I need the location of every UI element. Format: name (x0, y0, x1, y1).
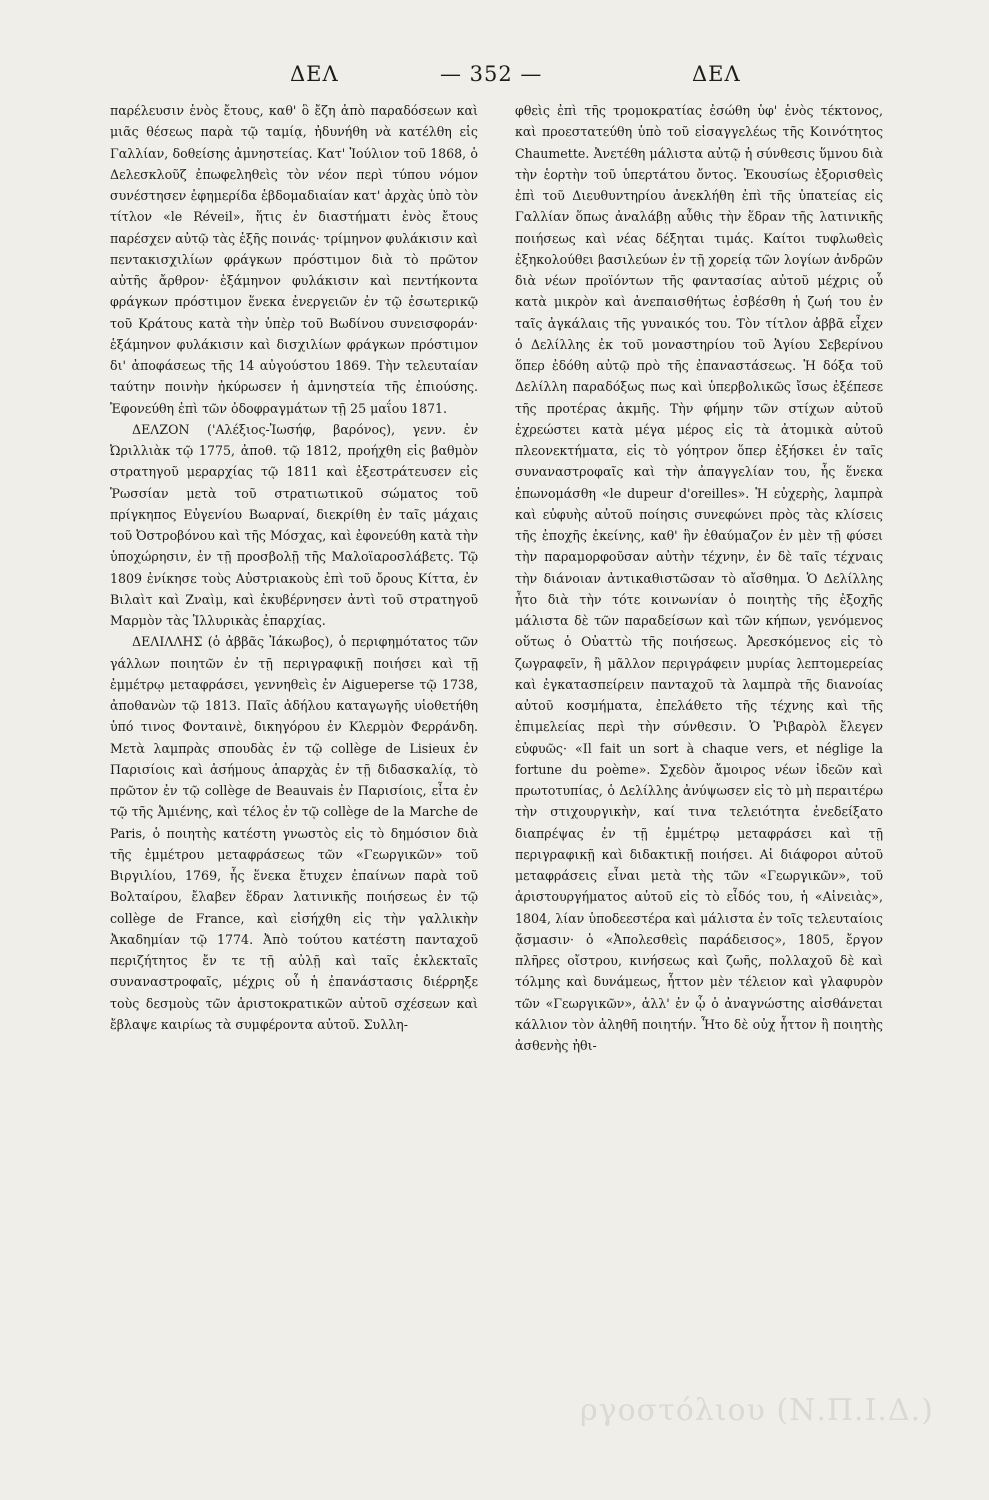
page-number: — 352 — (440, 62, 543, 86)
paragraph-delescluze-continued: παρέλευσιν ἑνὸς ἔτους, καθ' ὃ ἔζη ἀπὸ παραδόσεων καὶ μιᾶς θέσεως παρὰ τῷ ταμίᾳ, ἠδυνήθη νὰ κατέλθη εἰς Γαλλίαν, δοθείσης ἀμνηστείας. Κατ' Ἰούλιον τοῦ 1868, ὁ Δελεσκλοῦζ ἐπωφεληθεὶς τὸν νέον περὶ τύπου νόμον συνέστησεν ἐφημερίδα ἑβδομαδιαίαν κατ' ἀρχὰς ὑπὸ τὸν τίτλον «le Réveil», ἥτις ἐν διαστήματι ἑνὸς ἔτους παρέσχεν αὐτῷ τὰς ἑξῆς ποινάς· τρίμηνον φυλάκισιν καὶ πεντακισχιλίων φράγκων πρόστιμον διὰ τὸ πρῶτον αὐτῆς ἄρθρον· ἑξάμηνον φυλάκισιν καὶ πεντήκοντα φράγκων πρόστιμον ἕνεκα ἐνεργειῶν ἐν τῷ ἐσωτερικῷ τοῦ Κράτους κατὰ τὴν ὑπὲρ τοῦ Βωδίνου συνεισφοράν· ἑξάμηνον φυλάκισιν καὶ δισχιλίων φράγκων πρόστιμον δι' ἀποφάσεως τῆς 14 αὐγούστου 1869. Τὴν τελευταίαν ταύτην ποινὴν ἠκύρωσεν ἡ ἀμνηστεία τῆς ἐπιούσης. Ἐφονεύθη ἐπὶ τῶν ὀδοφραγμάτων τῇ 25 μαΐου 1871. (110, 103, 478, 416)
paragraph-delille-continued: φθεὶς ἐπὶ τῆς τρομοκρατίας ἐσώθη ὑφ' ἑνὸς τέκτονος, καὶ προεστατεύθη ὑπὸ τοῦ εἰσαγγελέως τῆς Κοινότητος Chaumette. Ἀνετέθη μάλιστα αὐτῷ ἡ σύνθεσις ὕμνου διὰ τὴν ἑορτὴν τοῦ ὑπερτάτου ὄντος. Ἑκουσίως ἐξορισθεὶς ἐπὶ τοῦ Διευθυντηρίου ἀνεκλήθη ἐπὶ τῆς ὑπατείας εἰς Γαλλίαν ὅπως ἀναλάβῃ αὖθις τὴν ἕδραν τῆς λατινικῆς ποιήσεως καὶ νέας δέξηται τιμάς. Καίτοι τυφλωθεὶς ἐξηκολούθει βασιλεύων ἐν τῇ χορείᾳ τῶν λογίων ἀνδρῶν διὰ νέων προϊόντων τῆς φαντασίας αὐτοῦ μέχρις οὗ κατὰ μικρὸν καὶ ἀνεπαισθήτως ἐσβέσθη ἡ ζωή του ἐν ταῖς ἀγκάλαις τῆς γυναικός του. Τὸν τίτλον ἀββᾶ εἶχεν ὁ Δελίλλης ἐκ τοῦ μοναστηρίου τοῦ Ἁγίου Σεβερίνου ὅπερ ἐδόθη αὐτῷ πρὸ τῆς ἐπαναστάσεως. Ἡ δόξα τοῦ Δελίλλη παραδόξως πως καὶ ὑπερβολικῶς ἴσως ἐξέπεσε τῆς προτέρας ἀκμῆς. Τὴν φήμην τῶν στίχων αὐτοῦ ἐχρεώστει κατὰ μέγα μέρος εἰς τὰ ἀτομικὰ αὐτοῦ πλεονεκτήματα, εἰς τὸ γόητρον ὅπερ ἐξήσκει ἐν ταῖς συναναστροφαῖς καὶ τὴν ἀπαγγελίαν του, ἧς ἕνεκα ἐπωνομάσθη «le dupeur d'oreilles». Ἡ εὐχερὴς, λαμπρὰ καὶ εὐφυὴς αὐτοῦ ποίησις συνεφώνει πρὸς τὰς κλίσεις τῆς ἐποχῆς ἐκείνης, καθ' ἣν ἐθαύμαζον ἐν μὲν τῇ φύσει τὴν παραμορφοῦσαν αὐτὴν τέχνην, ἐν δὲ ταῖς τέχναις τὴν διάνοιαν ἀντικαθιστῶσαν τὸ αἴσθημα. Ὁ Δελίλλης ἦτο διὰ τὴν τότε κοινωνίαν ὁ ποιητὴς τῆς ἐξοχῆς μάλιστα δὲ τῶν παραδείσων καὶ τῶν κήπων, γενόμενος οὕτως ὁ Οὐαττὼ τῆς ποιήσεως. Ἀρεσκόμενος εἰς τὸ ζωγραφεῖν, ἢ μᾶλλον περιγράφειν μυρίας λεπτομερείας καὶ ἐγκατασπείρειν πανταχοῦ τὰ λαμπρὰ τῆς διανοίας αὐτοῦ κοσμήματα, ἐπελάθετο τῆς τέχνης καὶ τῆς ἐπιμελείας περὶ τὴν σύνθεσιν. Ὁ Ῥιβαρὸλ ἔλεγεν εὐφυῶς· «Il fait un sort à chaque vers, et néglige la fortune du poème». Σχεδὸν ἄμοιρος νέων ἰδεῶν καὶ πρωτοτυπίας, ὁ Δελίλλης ἀνύψωσεν εἰς τὸ μὴ περαιτέρω τὴν στιχουργικὴν, καί τινα τελειότητα ἐνεδείξατο διαπρέψας ἐν τῇ ἐμμέτρῳ μεταφράσει καὶ τῇ περιγραφικῇ καὶ διδακτικῇ ποιήσει. Αἱ διάφοροι αὐτοῦ μεταφράσεις εἶναι μετὰ τὴς τῶν «Γεωργικῶν», τοῦ ἀριστουργήματος αὐτοῦ εἰς τὸ εἶδός του, ἡ «Αἰνειὰς», 1804, λίαν ὑποδεεστέρα καὶ μάλιστα ἐν τοῖς τελευταίοις ᾄσμασιν· ὁ «Ἀπολεσθεὶς παράδεισος», 1805, ἔργον πλῆρες οἴστρου, κινήσεως καὶ ζωῆς, πολλαχοῦ δὲ καὶ τόλμης καὶ δυνάμεως, ἧττον μὲν τέλειον καὶ γλαφυρὸν τῶν «Γεωργικῶν», ἀλλ' ἐν ᾧ ὁ ἀναγνώστης αἰσθάνεται κάλλιον τὸν ἀληθῆ ποιητήν. Ἦτο δὲ οὐχ ἧττον ἢ ποιητὴς ἀσθενὴς ἠθι- (515, 103, 883, 1053)
entry-delille: ΔΕΛΙΛΛΗΣ (ὁ ἀββᾶς Ἰάκωβος), ὁ περιφημότατος τῶν γάλλων ποιητῶν ἐν τῇ περιγραφικῇ ποιήσει καὶ τῇ ἐμμέτρῳ μεταφράσει, γεννηθεὶς ἐν Aigueperse τῷ 1738, ἀποθανὼν τῷ 1813. Παῖς ἀδήλου καταγωγῆς υἱοθετήθη ὑπό τινος Φονταινὲ, δικηγόρου ἐν Κλερμὸν Φερράνδη. Μετὰ λαμπρὰς σπουδὰς ἐν τῷ collège de Lisieux ἐν Παρισίοις καὶ ἀσήμους ἀπαρχὰς ἐν τῇ διδασκαλίᾳ, τὸ πρῶτον ἐν τῷ collège de Beauvais ἐν Παρισίοις, εἶτα ἐν τῷ τῆς Ἀμιένης, καὶ τέλος ἐν τῷ collège de la Marche de Paris, ὁ ποιητὴς κατέστη γνωστὸς εἰς τὸ δημόσιον διὰ τῆς ἐμμέτρου μεταφράσεως τῶν «Γεωργικῶν» τοῦ Βιργιλίου, 1769, ἧς ἕνεκα ἔτυχεν ἐπαίνων παρὰ τοῦ Βολταίρου, ἔλαβεν ἕδραν λατινικῆς ποιήσεως ἐν τῷ collège de France, καὶ εἰσήχθη εἰς τὴν γαλλικὴν Ἀκαδημίαν τῷ 1774. Ἀπὸ τούτου κατέστη πανταχοῦ περιζήτητος ἔν τε τῇ αὐλῇ καὶ ταῖς ἐκλεκταῖς συναναστροφαῖς, μέχρις οὗ ἡ ἐπανάστασις διέρρηξε τοὺς δεσμοὺς τῶν ἀριστοκρατικῶν αὐτοῦ σχέσεων καὶ ἔβλαψε καιρίως τὰ συμφέροντα αὐτοῦ. Συλλη- (110, 634, 478, 1032)
running-head-left: ΔΕΛ (290, 62, 339, 86)
entry-delzon: ΔΕΛΖΟΝ ('Αλέξιος-Ἰωσήφ, βαρόνος), γενν. ἐν Ὠριλλιὰκ τῷ 1775, ἀποθ. τῷ 1812, προήχθη εἰς βαθμὸν στρατηγοῦ μεραρχίας τῷ 1811 καὶ ἐξεστράτευσεν εἰς Ῥωσσίαν μετὰ τοῦ στρατιωτικοῦ σώματος τοῦ πρίγκηπος Εὐγενίου Βωαρναί, διεκρίθη ἐν ταῖς μάχαις τοῦ Ὀστροβόνου καὶ τῆς Μόσχας, καὶ ἐφονεύθη κατὰ τὴν ὑποχώρησιν, ἐν τῇ προσβολῇ τῆς Μαλοϊαροσλάβετς. Τῷ 1809 ἐνίκησε τοὺς Αὐστριακοὺς ἐπὶ τοῦ ὄρους Κίττα, ἐν Βιλαὶτ καὶ Ζναὶμ, καὶ ἐκυβέρνησεν ἀντὶ τοῦ στρατηγοῦ Μαρμὸν τὰς Ἰλλυρικὰς ἐπαρχίας. (110, 421, 478, 628)
running-head-right: ΔΕΛ (692, 62, 741, 86)
right-column (515, 100, 883, 1056)
library-watermark: ργοστόλιου (Ν.Π.Ι.Δ.) (580, 1393, 934, 1428)
left-column (110, 100, 478, 1035)
page-header (100, 62, 900, 96)
